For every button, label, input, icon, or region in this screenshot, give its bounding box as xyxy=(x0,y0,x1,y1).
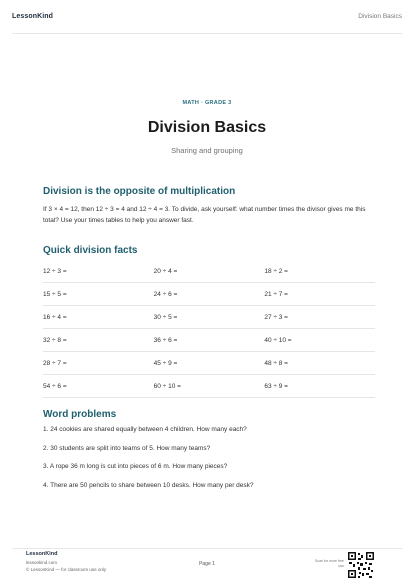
fact-cell: 20 ÷ 4 = xyxy=(153,268,178,275)
facts-row xyxy=(43,353,375,375)
fact-cell: 15 ÷ 5 = xyxy=(43,291,67,298)
fact-cell: 12 ÷ 3 = xyxy=(43,268,67,275)
word-problem-item: 3. A rope 36 m long is cut into pieces of 6 m. How many pieces? xyxy=(43,463,228,470)
page-title: Division Basics xyxy=(147,119,267,136)
subject-kicker: MATH · GRADE 3 xyxy=(182,100,232,106)
intro-paragraph: If 3 × 4 = 12, then 12 ÷ 3 = 4 and 12 ÷ 4 = 3. To divide, ask yourself: what number times the divisor gives me this total? Use your times tables to help you answer fast. xyxy=(43,206,366,224)
fact-cell: 54 ÷ 6 = xyxy=(43,383,67,390)
footer-brand: LessonKind xyxy=(26,551,58,557)
facts-row xyxy=(43,330,375,352)
facts-row xyxy=(43,307,375,329)
qr-code-icon xyxy=(348,552,374,578)
facts-table xyxy=(43,261,375,399)
section-heading-opposite: Division is the opposite of multiplication xyxy=(43,186,236,197)
fact-cell: 24 ÷ 6 = xyxy=(153,291,178,298)
fact-cell: 36 ÷ 6 = xyxy=(153,337,178,344)
word-problem-item: 4. There are 50 pencils to share between 10 desks. How many per desk? xyxy=(43,481,254,489)
facts-row xyxy=(43,261,375,283)
fact-cell: 30 ÷ 5 = xyxy=(153,314,178,321)
fact-cell: 32 ÷ 8 = xyxy=(43,337,67,344)
fact-cell: 18 ÷ 2 = xyxy=(264,268,288,275)
fact-cell: 48 ÷ 8 = xyxy=(264,360,288,367)
header-doc-title: Division Basics xyxy=(358,13,402,20)
footer-page-number: Page 1 xyxy=(199,561,215,567)
fact-cell: 28 ÷ 7 = xyxy=(43,360,67,367)
page-subtitle: Sharing and grouping xyxy=(171,146,243,155)
footer-scan-text: Scan for more free use xyxy=(315,559,344,568)
footer-copyright: © LessonKind — for classroom use only xyxy=(26,567,107,572)
fact-cell: 40 ÷ 10 = xyxy=(264,337,292,344)
fact-cell: 63 ÷ 9 = xyxy=(264,383,288,390)
fact-cell: 45 ÷ 9 = xyxy=(153,360,178,367)
section-heading-facts: Quick division facts xyxy=(43,245,138,256)
section-heading-word-problems: Word problems xyxy=(43,409,117,420)
facts-row xyxy=(43,376,375,398)
word-problems-list xyxy=(43,424,373,498)
fact-cell: 27 ÷ 3 = xyxy=(264,314,288,321)
page-header xyxy=(12,0,402,34)
footer-site: lessonkind.com xyxy=(26,560,58,565)
header-brand: LessonKind xyxy=(12,13,54,20)
fact-cell: 21 ÷ 7 = xyxy=(264,291,288,298)
facts-row xyxy=(43,284,375,306)
fact-cell: 60 ÷ 10 = xyxy=(153,383,181,390)
word-problem-item: 1. 24 cookies are shared equally between 4 children. How many each? xyxy=(43,426,247,433)
fact-cell: 16 ÷ 4 = xyxy=(43,314,67,321)
word-problem-item: 2. 30 students are split into teams of 5. How many teams? xyxy=(43,444,211,452)
